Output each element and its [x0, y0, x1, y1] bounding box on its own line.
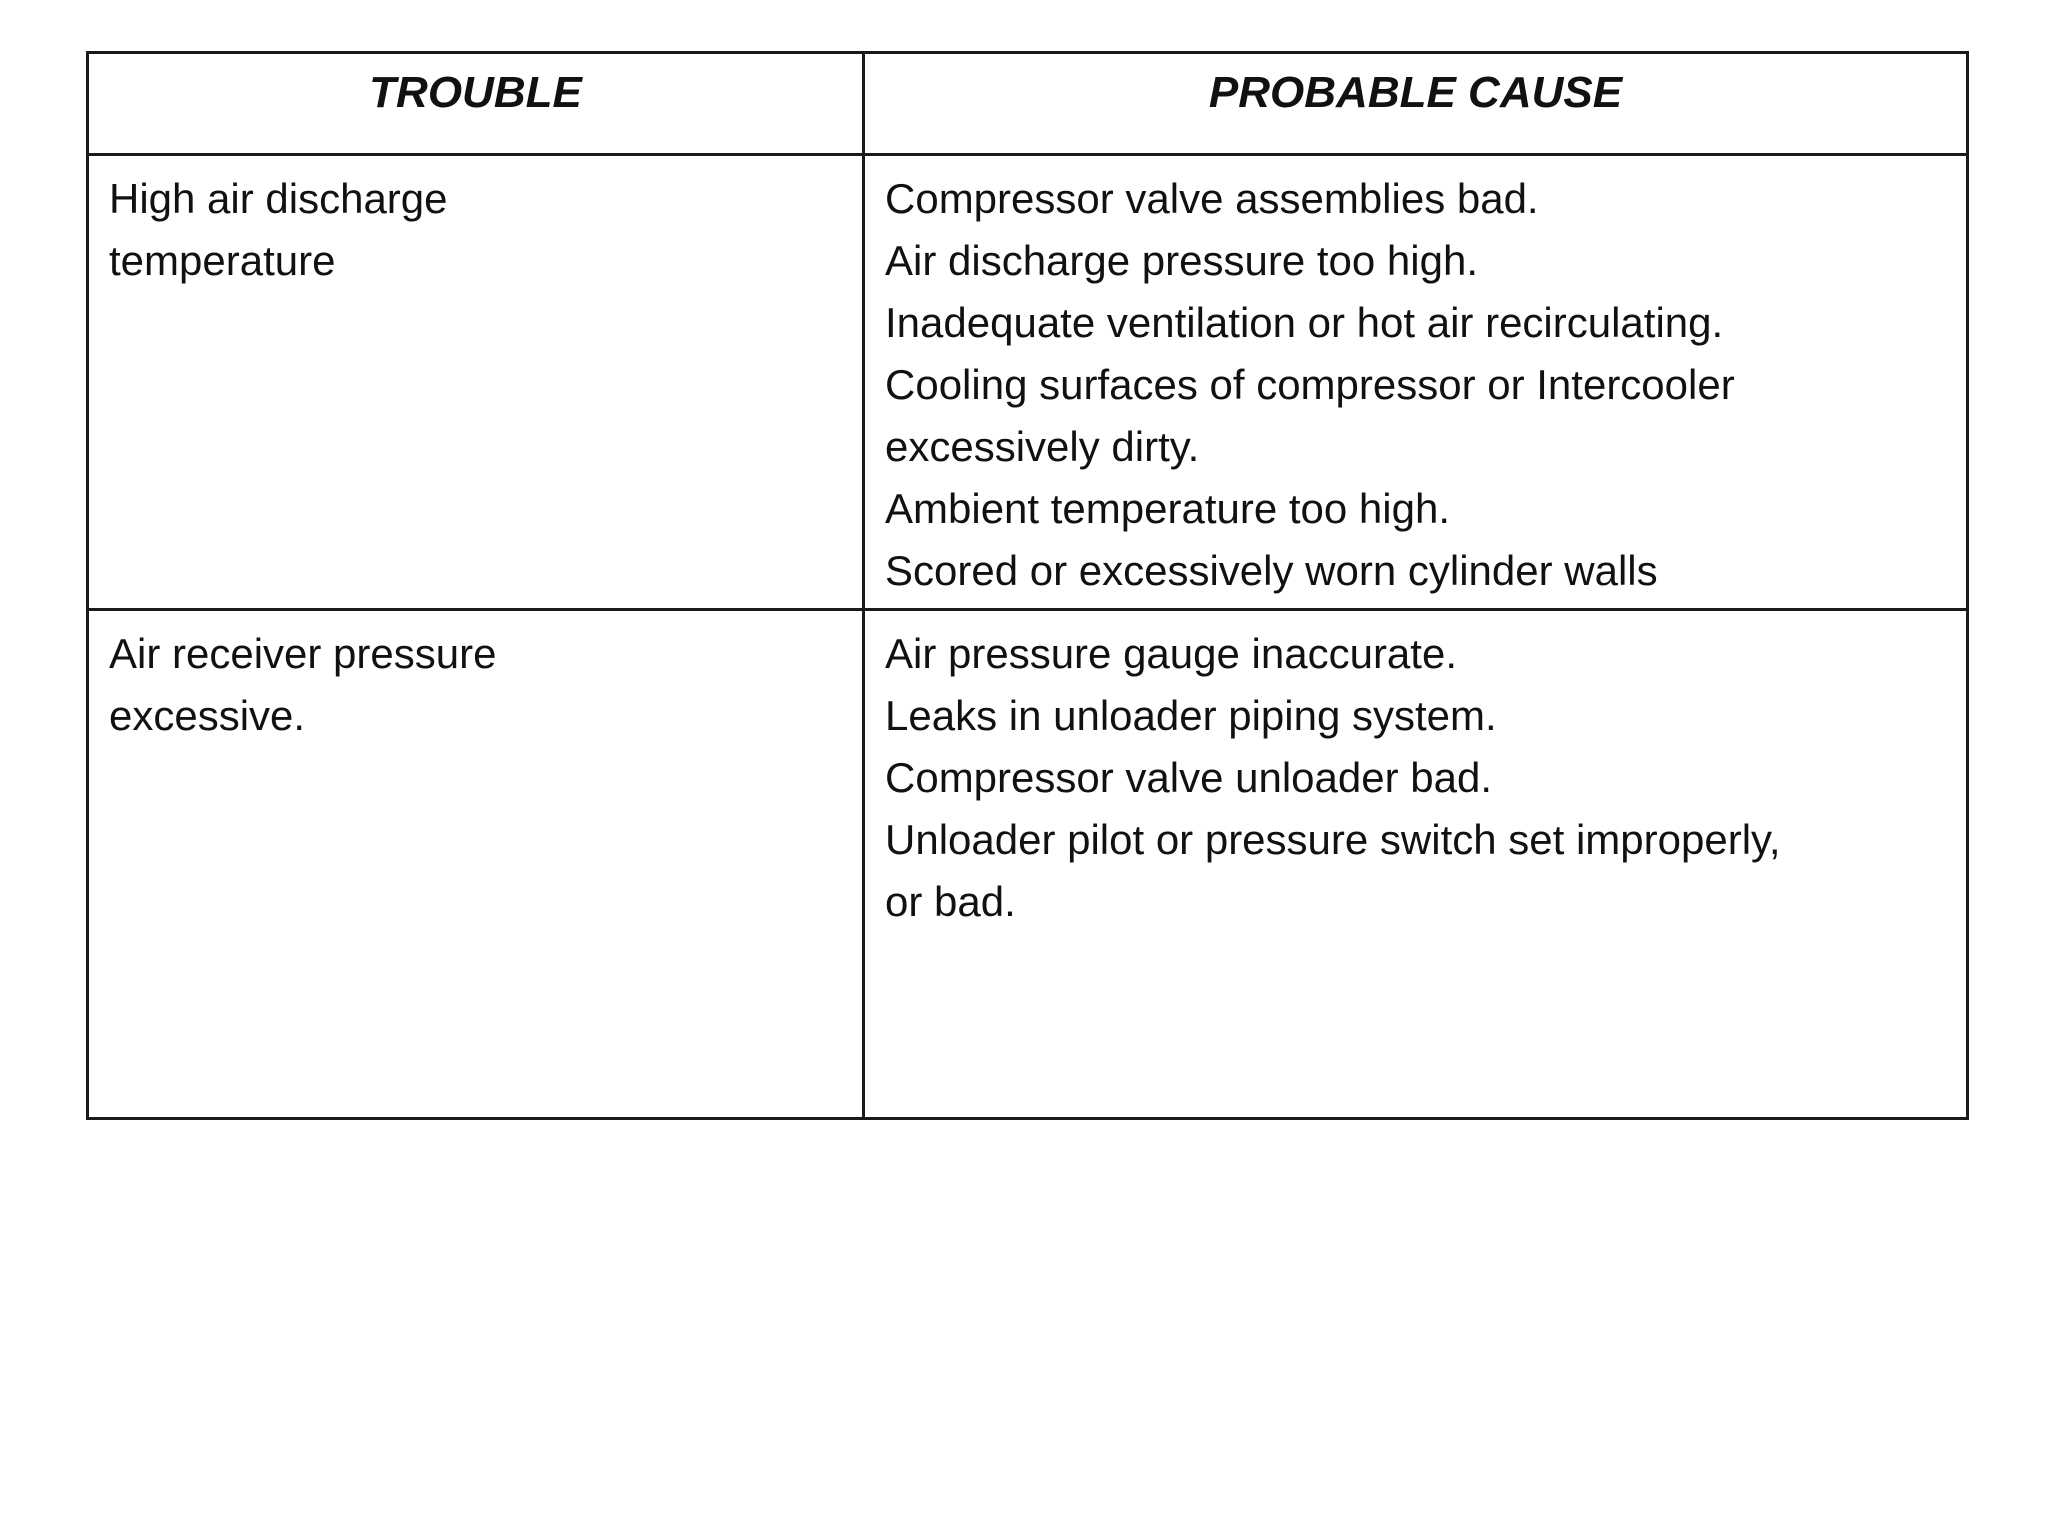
- cause-cell: [864, 610, 1968, 1119]
- cause-text-line: Air discharge pressure too high.: [885, 237, 1478, 284]
- cause-cell: [864, 155, 1968, 610]
- cause-text-line: Leaks in unloader piping system.: [885, 692, 1497, 739]
- cause-text-line: Air pressure gauge inaccurate.: [885, 630, 1457, 677]
- trouble-text-line: excessive.: [109, 692, 306, 739]
- cause-text-line: Compressor valve unloader bad.: [885, 754, 1492, 801]
- trouble-text-line: High air discharge: [109, 175, 448, 222]
- cause-text-line: Inadequate ventilation or hot air recirculating.: [885, 299, 1724, 346]
- table-header-row: [88, 53, 1968, 155]
- trouble-cell: [88, 610, 864, 1119]
- header-probable-cause: PROBABLE CAUSE: [864, 53, 1968, 155]
- cause-text-line: Compressor valve assemblies bad.: [885, 175, 1539, 222]
- trouble-text-line: temperature: [109, 237, 336, 284]
- cause-text-line: Cooling surfaces of compressor or Intercooler: [885, 361, 1735, 408]
- trouble-text-line: Air receiver pressure: [109, 630, 497, 677]
- cause-text-line: excessively dirty.: [885, 423, 1200, 470]
- cause-text-line: Scored or excessively worn cylinder walls: [885, 547, 1658, 594]
- table-row: [88, 610, 1968, 1119]
- trouble-cell: [88, 155, 864, 610]
- cause-text-line: Unloader pilot or pressure switch set improperly,: [885, 816, 1781, 863]
- table-row: [88, 155, 1968, 610]
- cause-text-line: Ambient temperature too high.: [885, 485, 1450, 532]
- cause-text-line: or bad.: [885, 878, 1016, 925]
- troubleshooting-table: [86, 51, 1969, 1120]
- header-trouble: TROUBLE: [88, 53, 864, 155]
